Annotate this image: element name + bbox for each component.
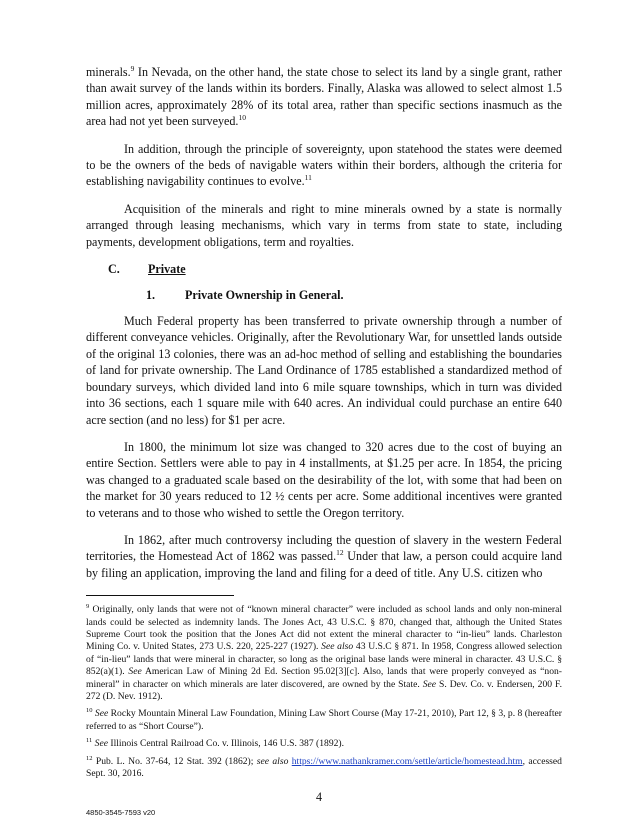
footnote-number: 12 [86, 754, 93, 762]
footnote-ref-9[interactable]: 9 [130, 64, 135, 73]
footnote-text: Originally, only lands that were not of “known mineral character” were included as school lands and only non-mineral lands could be selected as indemnity lands. The Jones Act, 43 U.S.C. § 870, changed that, although the United States Supreme Court took the position that the Jones Act did not extent the mineral character to “in-lieu” lands. Charleston Mining Co. v. United States, 273 U.S. 220, 225-227 (1927). [86, 604, 562, 653]
document-page [86, 64, 562, 785]
signal-see: See [94, 708, 109, 720]
signal-see-also: See also [321, 641, 354, 653]
paragraph-acquisition: Acquisition of the minerals and right to mine minerals owned by a state is normally arranged through leasing mechanisms, which vary in terms from state to state, including payments, development obligations, term and royalties. [86, 201, 562, 249]
footnote-11 [86, 738, 562, 750]
paragraph-sovereignty [86, 141, 562, 190]
document-id: 4850-3545-7593 v20 [86, 808, 156, 817]
subsection-title: Private Ownership in General. [185, 288, 344, 303]
homestead-article-link[interactable]: https://www.nathankramer.com/settle/article/homestead.htm [291, 755, 523, 767]
footnote-text: Illinois Central Railroad Co. v. Illinois, 146 U.S. 387 (1892). [108, 738, 345, 750]
footnote-number: 10 [86, 707, 93, 715]
page-number: 4 [315, 790, 323, 804]
section-title: Private [148, 262, 186, 277]
footnote-ref-11[interactable]: 11 [304, 173, 312, 183]
footnote-text: 43 U.S.C § 871. In 1958, Congress allowed selection of “in-lieu” lands that were mineral in character, so long as the original base lands were mineral in character. 43 U.S.C. § 852(a)(1). [86, 641, 562, 678]
signal-see: See [128, 666, 142, 678]
footnote-text: S. Dev. Co. v. Endersen, 200 F. 272 (D. Nev. 1912). [86, 678, 562, 702]
footnote-number: 11 [86, 737, 93, 745]
footnote-12 [86, 756, 562, 781]
paragraph-text: Under that law, a person could acquire land by filing an application, improving the land and filing for a deed of title. Any U.S. citizen who [86, 549, 562, 580]
section-heading-private [86, 261, 562, 277]
signal-see: See [422, 678, 437, 690]
paragraph-text: In 1862, after much controversy including the question of slavery in the western Federal territories, the Homestead Act of 1862 was passed. [86, 532, 562, 564]
paragraph-text: In Nevada, on the other hand, the state chose to select its land by a single grant, rather than await survey of the lands within its borders. Finally, Alaska was allowed to select almost 1.5 million acres, approximately 28% of its total area, rather than specific sections inasmuch as the area had not yet been surveyed. [86, 65, 562, 129]
footnote-text: Rocky Mountain Mineral Law Foundation, Mining Law Short Course (May 17-21, 2010), Part 12, § 3, p. 8 (hereafter referred to as “Short Course”). [86, 708, 562, 732]
footnote-ref-10[interactable]: 10 [238, 113, 246, 123]
subsection-number: 1. [146, 288, 156, 303]
section-number: C. [108, 262, 120, 277]
footnote-text: American Law of Mining 2d Ed. Section 95.02[3][c]. Also, lands that were properly conveyed as “non-mineral” in character on which minerals are later discovered, are owned by the State. [86, 666, 562, 690]
footnote-separator [86, 595, 234, 596]
footnote-10 [86, 708, 562, 733]
footnote-9 [86, 604, 562, 703]
footnote-text: Pub. L. No. 37-64, 12 Stat. 392 (1862); [92, 755, 257, 767]
footnote-number: 9 [86, 603, 90, 611]
footnote-text: , accessed Sept. 30, 2016. [86, 755, 562, 780]
footnote-ref-12[interactable]: 12 [336, 548, 344, 558]
signal-see-also: see also [256, 755, 289, 767]
paragraph-text: In addition, through the principle of sovereignty, upon statehood the states were deemed to be the owners of the beds of navigable waters within their borders, although the criteria for establishing navigability continues to evolve. [86, 141, 562, 189]
paragraph-federal-property: Much Federal property has been transferred to private ownership through a number of different conveyance vehicles. Originally, after the Revolutionary War, for unsettled lands outside of the original 13 colonies, there was an ad-hoc method of selling and establishing the boundaries of land for private ownership. The Land Ordinance of 1785 established a standardized method of boundary surveys, which divided land into 6 mile square townships, which in turn was divided into 36 sections, each 1 square mile with 640 acres. An individual could purchase an entire 640 acre section (and no less) for $1 per acre. [86, 314, 562, 427]
paragraph-1800-changes: In 1800, the minimum lot size was changed to 320 acres due to the cost of buying an entire Section. Settlers were able to pay in 4 installments, at $1.25 per acre. In 1854, the pricing was changed to a graduated scale based on the desirability of the lot, with some that had been on the market for 30 years reduced to 12 ½ cents per acre. Some additional incentives were granted to veterans and to those who wished to settle the Oregon territory. [86, 439, 562, 520]
paragraph-homestead-act [86, 532, 562, 581]
paragraph-nevada-alaska [86, 64, 562, 130]
paragraph-text: minerals. [86, 65, 131, 79]
signal-see: See [94, 738, 108, 750]
subsection-heading-private-ownership [86, 287, 562, 303]
